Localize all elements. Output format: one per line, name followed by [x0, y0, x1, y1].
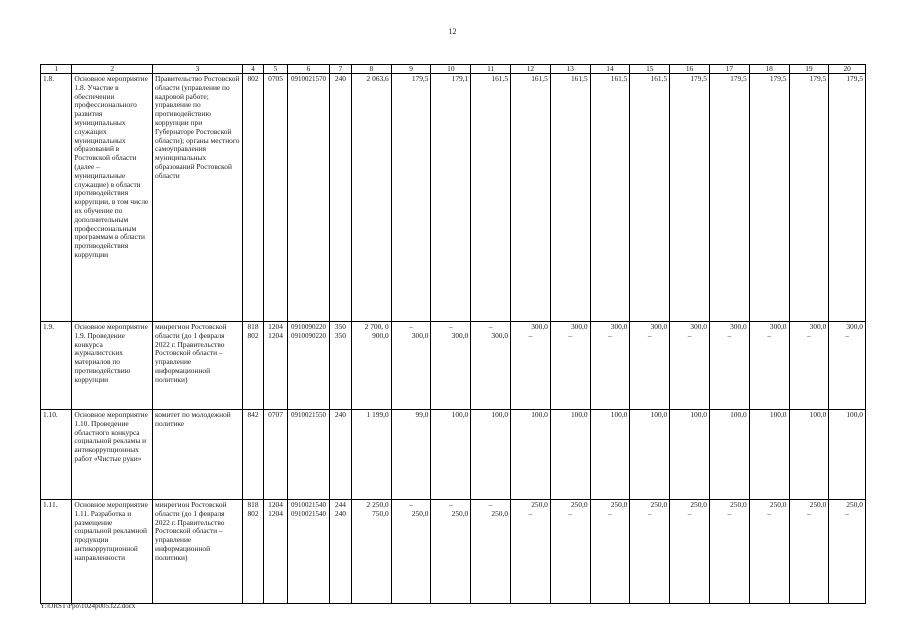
year-amount: [670, 74, 710, 322]
year-amount-value: –: [449, 322, 453, 331]
executor: минрегион Ростовской области (до 1 февраля 2022 г. Правительство Ростовской области – управление информационной политики): [153, 500, 243, 604]
expense-type-code: [329, 500, 351, 604]
year-amount-value: 100,0: [570, 410, 588, 419]
column-number: 15: [630, 65, 670, 74]
year-amount-value: 250,0: [531, 500, 548, 509]
section-code: [263, 74, 287, 322]
section-code-value: 1204: [268, 330, 283, 340]
target-article-code: [288, 74, 330, 322]
year-amount: [709, 500, 749, 604]
year-amount: [709, 410, 749, 500]
expense-type-code-value: 240: [334, 74, 346, 83]
year-amount-value: –: [687, 508, 692, 518]
total-amount-value: 1 199,0: [366, 410, 389, 419]
year-amount-value: –: [807, 330, 811, 340]
column-number: 12: [511, 65, 551, 74]
total-amount: [351, 410, 391, 500]
year-amount-value: 100,0: [730, 410, 747, 419]
column-number: 1: [41, 65, 72, 74]
year-amount-value: 300,0: [451, 330, 469, 340]
year-amount-value: 179,5: [846, 74, 863, 83]
total-amount-value: 750,0: [372, 508, 389, 518]
year-amount: [590, 322, 630, 410]
year-amount-value: –: [807, 508, 811, 518]
program-table: [40, 64, 866, 604]
year-amount: [789, 74, 829, 322]
column-number: 8: [351, 65, 391, 74]
year-amount-value: –: [608, 508, 612, 518]
year-amount: [670, 410, 710, 500]
row-number: 1.8.: [41, 74, 72, 322]
year-amount-value: 100,0: [769, 410, 787, 419]
column-number: 19: [789, 65, 829, 74]
year-amount-value: –: [727, 330, 732, 340]
column-number: 6: [288, 65, 330, 74]
grbs-code: [243, 74, 264, 322]
year-amount: [391, 410, 431, 500]
year-amount: [511, 410, 551, 500]
column-number: 11: [471, 65, 511, 74]
year-amount: [471, 322, 511, 410]
year-amount: [829, 74, 866, 322]
target-article-code: [288, 322, 330, 410]
year-amount-value: 179,5: [730, 74, 747, 83]
year-amount-value: –: [608, 330, 612, 340]
year-amount-value: 179,5: [690, 74, 707, 83]
year-amount-value: 100,0: [650, 410, 668, 419]
year-amount: [749, 74, 789, 322]
year-amount: [431, 74, 471, 322]
expense-type-code-value: 350: [334, 330, 346, 340]
expense-type-code-value: 240: [334, 508, 346, 518]
year-amount-value: 250,0: [491, 508, 509, 518]
section-code-value: 0707: [268, 410, 283, 419]
year-amount-value: 161,5: [570, 74, 588, 83]
year-amount-value: 179,5: [809, 74, 827, 83]
year-amount: [749, 322, 789, 410]
target-article-code: [288, 410, 330, 500]
column-number: 7: [329, 65, 351, 74]
year-amount: [590, 74, 630, 322]
year-amount: [550, 74, 590, 322]
year-amount: [511, 322, 551, 410]
column-number: 14: [590, 65, 630, 74]
target-article-code: [288, 500, 330, 604]
year-amount-value: –: [647, 508, 652, 518]
year-amount-value: –: [687, 330, 692, 340]
column-number: 4: [243, 65, 264, 74]
year-amount-value: 100,0: [690, 410, 707, 419]
target-article-code-value: 0910021540: [291, 501, 326, 509]
year-amount-value: 99,0: [415, 410, 429, 419]
year-amount-value: 300,0: [690, 322, 707, 331]
year-amount-value: 161,5: [531, 74, 548, 83]
year-amount: [391, 322, 431, 410]
year-amount-value: –: [488, 500, 493, 509]
expense-type-code: [329, 322, 351, 410]
column-number: 17: [709, 65, 749, 74]
year-amount: [670, 500, 710, 604]
year-amount-value: 250,0: [570, 500, 588, 509]
year-amount: [550, 410, 590, 500]
year-amount-value: 300,0: [809, 322, 827, 331]
year-amount: [749, 500, 789, 604]
activity-name: Основное мероприятие 1.9. Проведение конкурса журналистских материалов по противодействию коррупции: [72, 322, 153, 410]
year-amount-value: 300,0: [531, 322, 548, 331]
year-amount: [590, 410, 630, 500]
expense-type-code-value: 244: [334, 500, 346, 509]
year-amount-value: 300,0: [730, 322, 747, 331]
expense-type-code: [329, 74, 351, 322]
target-article-code-value: 0910021550: [291, 411, 326, 419]
year-amount-value: 250,0: [690, 500, 707, 509]
total-amount-value: 2 700, 0: [364, 322, 389, 331]
year-amount-value: –: [409, 500, 413, 509]
year-amount: [511, 500, 551, 604]
year-amount: [391, 500, 431, 604]
year-amount: [630, 410, 670, 500]
year-amount-value: –: [449, 500, 453, 509]
year-amount-value: 300,0: [650, 322, 668, 331]
program-row: [41, 410, 866, 500]
year-amount-value: 300,0: [846, 322, 863, 331]
year-amount-value: 100,0: [846, 410, 863, 419]
total-amount-value: 900,0: [372, 330, 389, 340]
year-amount: [829, 500, 866, 604]
column-number: 16: [670, 65, 710, 74]
year-amount: [630, 500, 670, 604]
year-amount: [630, 322, 670, 410]
year-amount-value: –: [767, 330, 771, 340]
row-number: 1.10.: [41, 410, 72, 500]
activity-name: Основное мероприятие 1.10. Проведение областного конкурса социальной рекламы и антикоррупционных работ «Чистые руки»: [72, 410, 153, 500]
total-amount: [351, 500, 391, 604]
year-amount-value: –: [647, 330, 652, 340]
year-amount: [471, 410, 511, 500]
year-amount-value: 100,0: [451, 410, 469, 419]
column-number-row: [41, 65, 866, 74]
section-code: [263, 410, 287, 500]
section-code: [263, 322, 287, 410]
year-amount: [431, 322, 471, 410]
year-amount: [431, 410, 471, 500]
activity-name: Основное мероприятие 1.11. Разработка и размещение социальной рекламной продукции антикоррупционной направленности: [72, 500, 153, 604]
year-amount-value: 250,0: [769, 500, 787, 509]
total-amount: [351, 322, 391, 410]
year-amount-value: –: [767, 508, 771, 518]
year-amount-value: 300,0: [769, 322, 787, 331]
year-amount: [550, 500, 590, 604]
year-amount-value: –: [568, 508, 573, 518]
year-amount: [829, 322, 866, 410]
target-article-code-value: 0910021570: [291, 75, 326, 83]
section-code-value: 1204: [268, 322, 283, 331]
year-amount-value: –: [727, 508, 732, 518]
year-amount-value: 179,5: [411, 74, 429, 83]
page-number: 12: [448, 27, 457, 36]
year-amount-value: 300,0: [570, 322, 588, 331]
executor: комитет по молодежной политике: [153, 410, 243, 500]
column-number: 9: [391, 65, 431, 74]
year-amount-value: –: [845, 330, 849, 340]
year-amount-value: –: [528, 508, 533, 518]
year-amount: [709, 322, 749, 410]
year-amount-value: 179,1: [451, 74, 469, 83]
year-amount-value: 100,0: [531, 410, 548, 419]
column-number: 10: [431, 65, 471, 74]
column-number: 18: [749, 65, 789, 74]
program-row: [41, 500, 866, 604]
year-amount-value: 300,0: [610, 322, 628, 331]
year-amount-value: 300,0: [491, 330, 509, 340]
column-number: 13: [550, 65, 590, 74]
year-amount: [789, 322, 829, 410]
year-amount-value: 179,5: [769, 74, 787, 83]
year-amount: [471, 500, 511, 604]
target-article-code-value: 0910021540: [291, 509, 326, 518]
grbs-code: [243, 500, 264, 604]
grbs-code-value: 802: [247, 74, 259, 83]
year-amount-value: 250,0: [846, 500, 863, 509]
year-amount: [789, 410, 829, 500]
program-row: [41, 322, 866, 410]
total-amount-value: 2 250,0: [366, 500, 389, 509]
column-number: 2: [72, 65, 153, 74]
row-number: 1.11.: [41, 500, 72, 604]
year-amount-value: 161,5: [610, 74, 628, 83]
year-amount-value: 250,0: [650, 500, 668, 509]
year-amount: [709, 74, 749, 322]
activity-name: Основное мероприятие 1.8. Участие в обеспечении профессионального развития муниципальных служащих муниципальных образований в Ростовской области (далее – муниципальные служащие) в области противодействия коррупции, в том числе их обучение по дополнительным профессиональным программам в области противодействия коррупции: [72, 74, 153, 322]
year-amount: [670, 322, 710, 410]
section-code-value: 1204: [268, 500, 283, 509]
file-path-footer: Y:\ORST\Ppo\1024p005.f22.docx: [40, 602, 136, 610]
year-amount-value: 250,0: [451, 508, 469, 518]
year-amount: [471, 74, 511, 322]
year-amount-value: 100,0: [809, 410, 827, 419]
year-amount-value: –: [528, 330, 533, 340]
column-number: 3: [153, 65, 243, 74]
section-code-value: 0705: [268, 74, 283, 83]
target-article-code-value: 0910090220: [291, 331, 326, 340]
year-amount-value: 250,0: [809, 500, 827, 509]
section-code: [263, 500, 287, 604]
year-amount-value: 100,0: [491, 410, 509, 419]
year-amount: [431, 500, 471, 604]
target-article-code-value: 0910090220: [291, 323, 326, 331]
year-amount-value: –: [568, 330, 573, 340]
column-number: 5: [263, 65, 287, 74]
year-amount: [789, 500, 829, 604]
year-amount-value: 161,5: [650, 74, 668, 83]
row-number: 1.9.: [41, 322, 72, 410]
year-amount: [749, 410, 789, 500]
year-amount-value: 250,0: [730, 500, 747, 509]
grbs-code-value: 802: [247, 508, 259, 518]
year-amount-value: 250,0: [610, 500, 628, 509]
column-number: 20: [829, 65, 866, 74]
grbs-code-value: 818: [247, 322, 259, 331]
program-row: [41, 74, 866, 322]
year-amount-value: 300,0: [411, 330, 429, 340]
grbs-code-value: 802: [247, 330, 259, 340]
year-amount-value: 161,5: [491, 74, 509, 83]
section-code-value: 1204: [268, 508, 283, 518]
year-amount-value: 100,0: [610, 410, 628, 419]
total-amount: [351, 74, 391, 322]
grbs-code-value: 818: [247, 500, 259, 509]
grbs-code: [243, 410, 264, 500]
expense-type-code: [329, 410, 351, 500]
expense-type-code-value: 240: [334, 410, 346, 419]
year-amount-value: –: [409, 322, 413, 331]
year-amount-value: –: [488, 322, 493, 331]
executor: Правительство Ростовской области (управление по кадровой работе; управление по противодействию коррупции при Губернаторе Ростовской области); органы местного самоуправления муниципальных образований Ростовской области: [153, 74, 243, 322]
expense-type-code-value: 350: [334, 322, 346, 331]
year-amount: [511, 74, 551, 322]
total-amount-value: 2 063,6: [366, 74, 389, 83]
year-amount: [391, 74, 431, 322]
year-amount: [829, 410, 866, 500]
year-amount: [630, 74, 670, 322]
grbs-code-value: 842: [247, 410, 259, 419]
year-amount-value: –: [845, 508, 849, 518]
year-amount-value: 250,0: [411, 508, 429, 518]
executor: минрегион Ростовской области (до 1 февраля 2022 г. Правительство Ростовской области – управление информационной политики): [153, 322, 243, 410]
year-amount: [550, 322, 590, 410]
grbs-code: [243, 322, 264, 410]
year-amount: [590, 500, 630, 604]
